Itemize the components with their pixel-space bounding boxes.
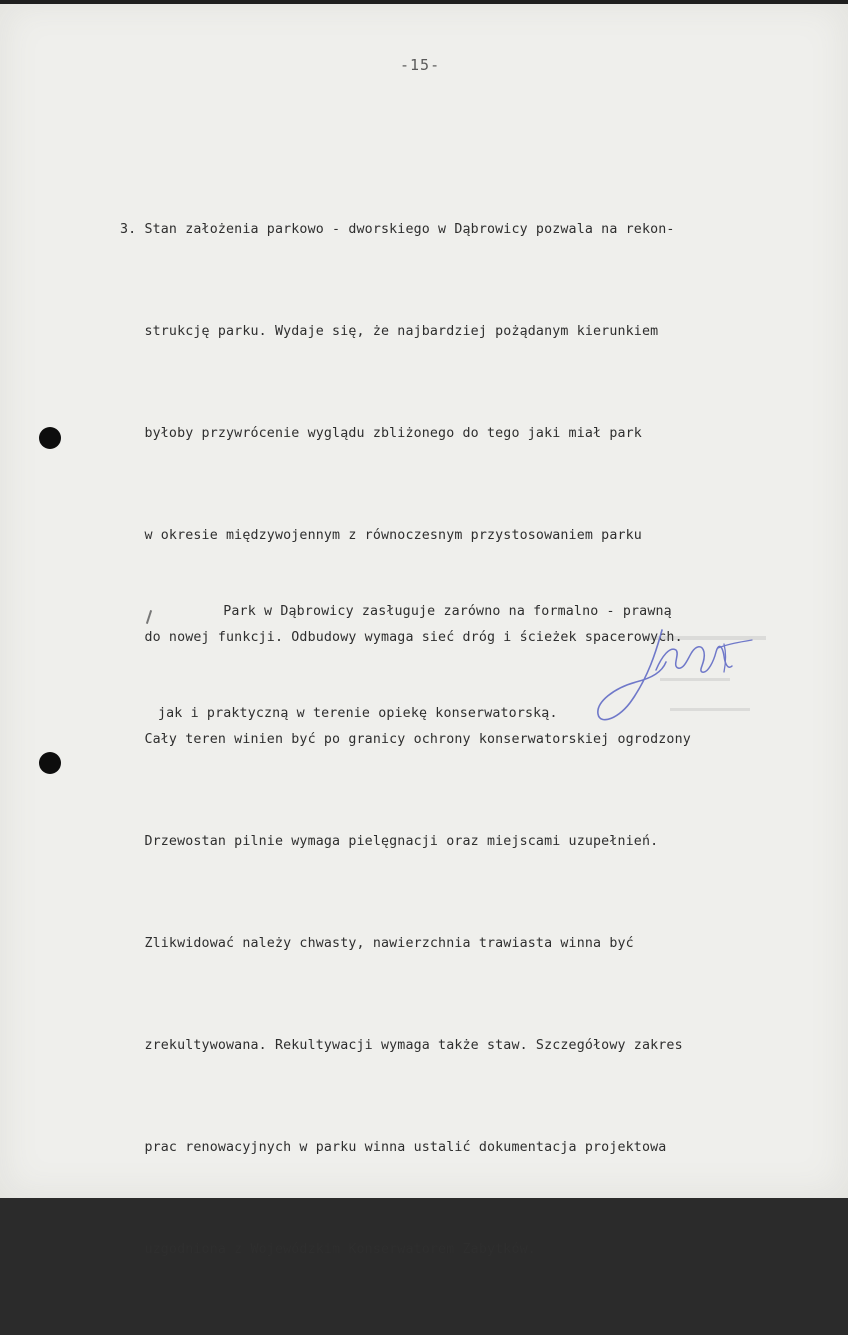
text-line: Drzewostan pilnie wymaga pielęgnacji oraz miejscami uzupełnień. [120,834,659,849]
text-line: do nowej funkcji. Odbudowy wymaga sieć dróg i ścieżek spacerowych. [120,630,683,645]
text-line: w okresie międzywojennym z równoczesnym przystosowaniem parku [120,528,642,543]
handwritten-signature [592,622,762,732]
punch-hole-upper [39,427,61,449]
text-line: byłoby przywrócenie wyglądu zbliżonego do tego jaki miał park [120,426,642,441]
text-line: Cały teren winien być po granicy ochrony konserwatorskiej ogrodzony [120,732,691,747]
scan-top-edge [0,0,848,4]
text-line: Zlikwidować należy chwasty, nawierzchnia trawiasta winna być [120,936,634,951]
text-line: prac renowacyjnych w parku winna ustalić dokumentacja projektowa [120,1140,667,1155]
text-line: jak i praktyczną w terenie opiekę konserwatorską. [158,706,558,721]
text-line: uzgodniona z Wojewódzkim Konserwatorem Zabytków. [120,1242,536,1257]
text-line: Park w Dąbrowicy zasługuje zarówno na formalno - prawną [158,604,672,619]
punch-hole-lower [39,752,61,774]
page-number: -15- [400,56,441,74]
text-line: strukcję parku. Wydaje się, że najbardziej pożądanym kierunkiem [120,324,659,339]
text-line: 3. Stan założenia parkowo - dworskiego w Dąbrowicy pozwala na rekon- [120,222,675,237]
text-line: zrekultywowana. Rekultywacji wymaga także staw. Szczegółowy zakres [120,1038,683,1053]
